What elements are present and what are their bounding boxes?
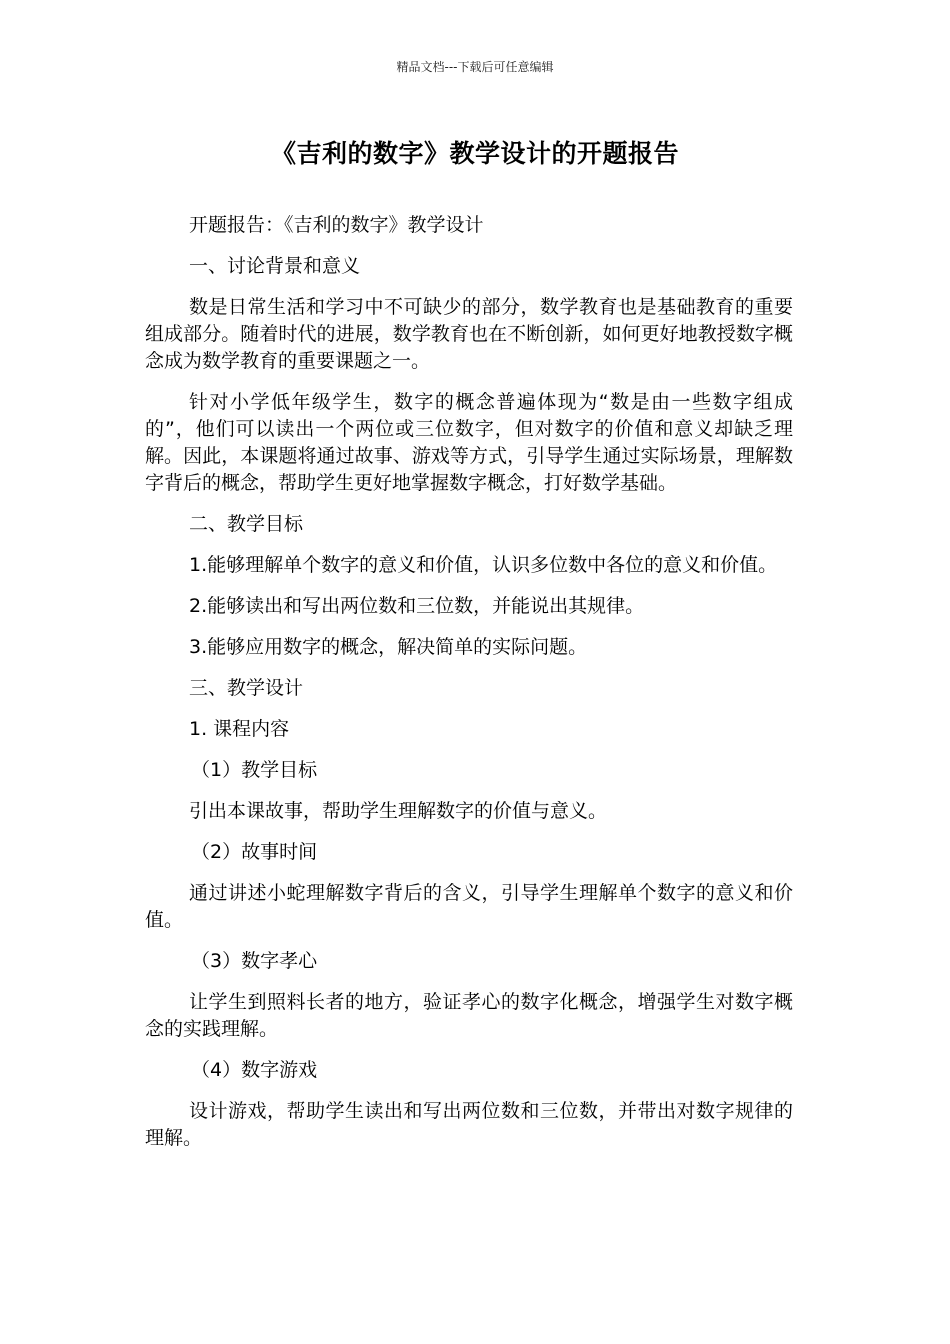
paragraph-background-2: 针对小学低年级学生，数字的概念普遍体现为“数是由一些数字组成的”，他们可以读出一个两位或三位数字，但对数字的价值和意义却缺乏理解。因此，本课题将通过故事、游戏等方式，引导学生通过实际场景，理解数字背后的概念，帮助学生更好地掌握数字概念，打好数学基础。	[145, 391, 793, 494]
section-heading-background: 一、讨论背景和意义	[189, 255, 361, 277]
item-text-teaching-goal: 引出本课故事，帮助学生理解数字的价值与意义。	[189, 800, 608, 822]
item-text-filial-piety: 让学生到照料长者的地方，验证孝心的数字化概念，增强学生对数字概念的实践理解。	[145, 991, 793, 1040]
item-heading-story-time: （2）故事时间	[191, 841, 318, 863]
objective-item-2: 2.能够读出和写出两位数和三位数，并能说出其规律。	[189, 595, 645, 617]
subsection-course-content: 1. 课程内容	[189, 718, 290, 740]
report-heading: 开题报告：《吉利的数字》教学设计	[189, 214, 484, 236]
item-text-number-game: 设计游戏，帮助学生读出和写出两位数和三位数，并带出对数字规律的理解。	[145, 1100, 793, 1149]
section-heading-design: 三、教学设计	[189, 677, 304, 699]
objective-item-1: 1.能够理解单个数字的意义和价值，认识多位数中各位的意义和价值。	[189, 554, 778, 576]
item-heading-teaching-goal: （1）教学目标	[191, 759, 318, 781]
header-watermark: 精品文档---下载后可任意编辑	[396, 60, 554, 74]
objective-item-3: 3.能够应用数字的概念，解决简单的实际问题。	[189, 636, 588, 658]
item-text-story-time: 通过讲述小蛇理解数字背后的含义，引导学生理解单个数字的意义和价值。	[145, 882, 793, 931]
paragraph-background-1: 数是日常生活和学习中不可缺少的部分，数学教育也是基础教育的重要组成部分。随着时代的进展，数学教育也在不断创新，如何更好地教授数字概念成为数学教育的重要课题之一。	[145, 296, 793, 372]
item-heading-number-game: （4）数字游戏	[191, 1059, 318, 1081]
section-heading-objectives: 二、教学目标	[189, 513, 304, 535]
document-body	[145, 212, 793, 1166]
document-title: 《吉利的数字》教学设计的开题报告	[270, 139, 679, 168]
item-heading-filial-piety: （3）数字孝心	[191, 950, 318, 972]
